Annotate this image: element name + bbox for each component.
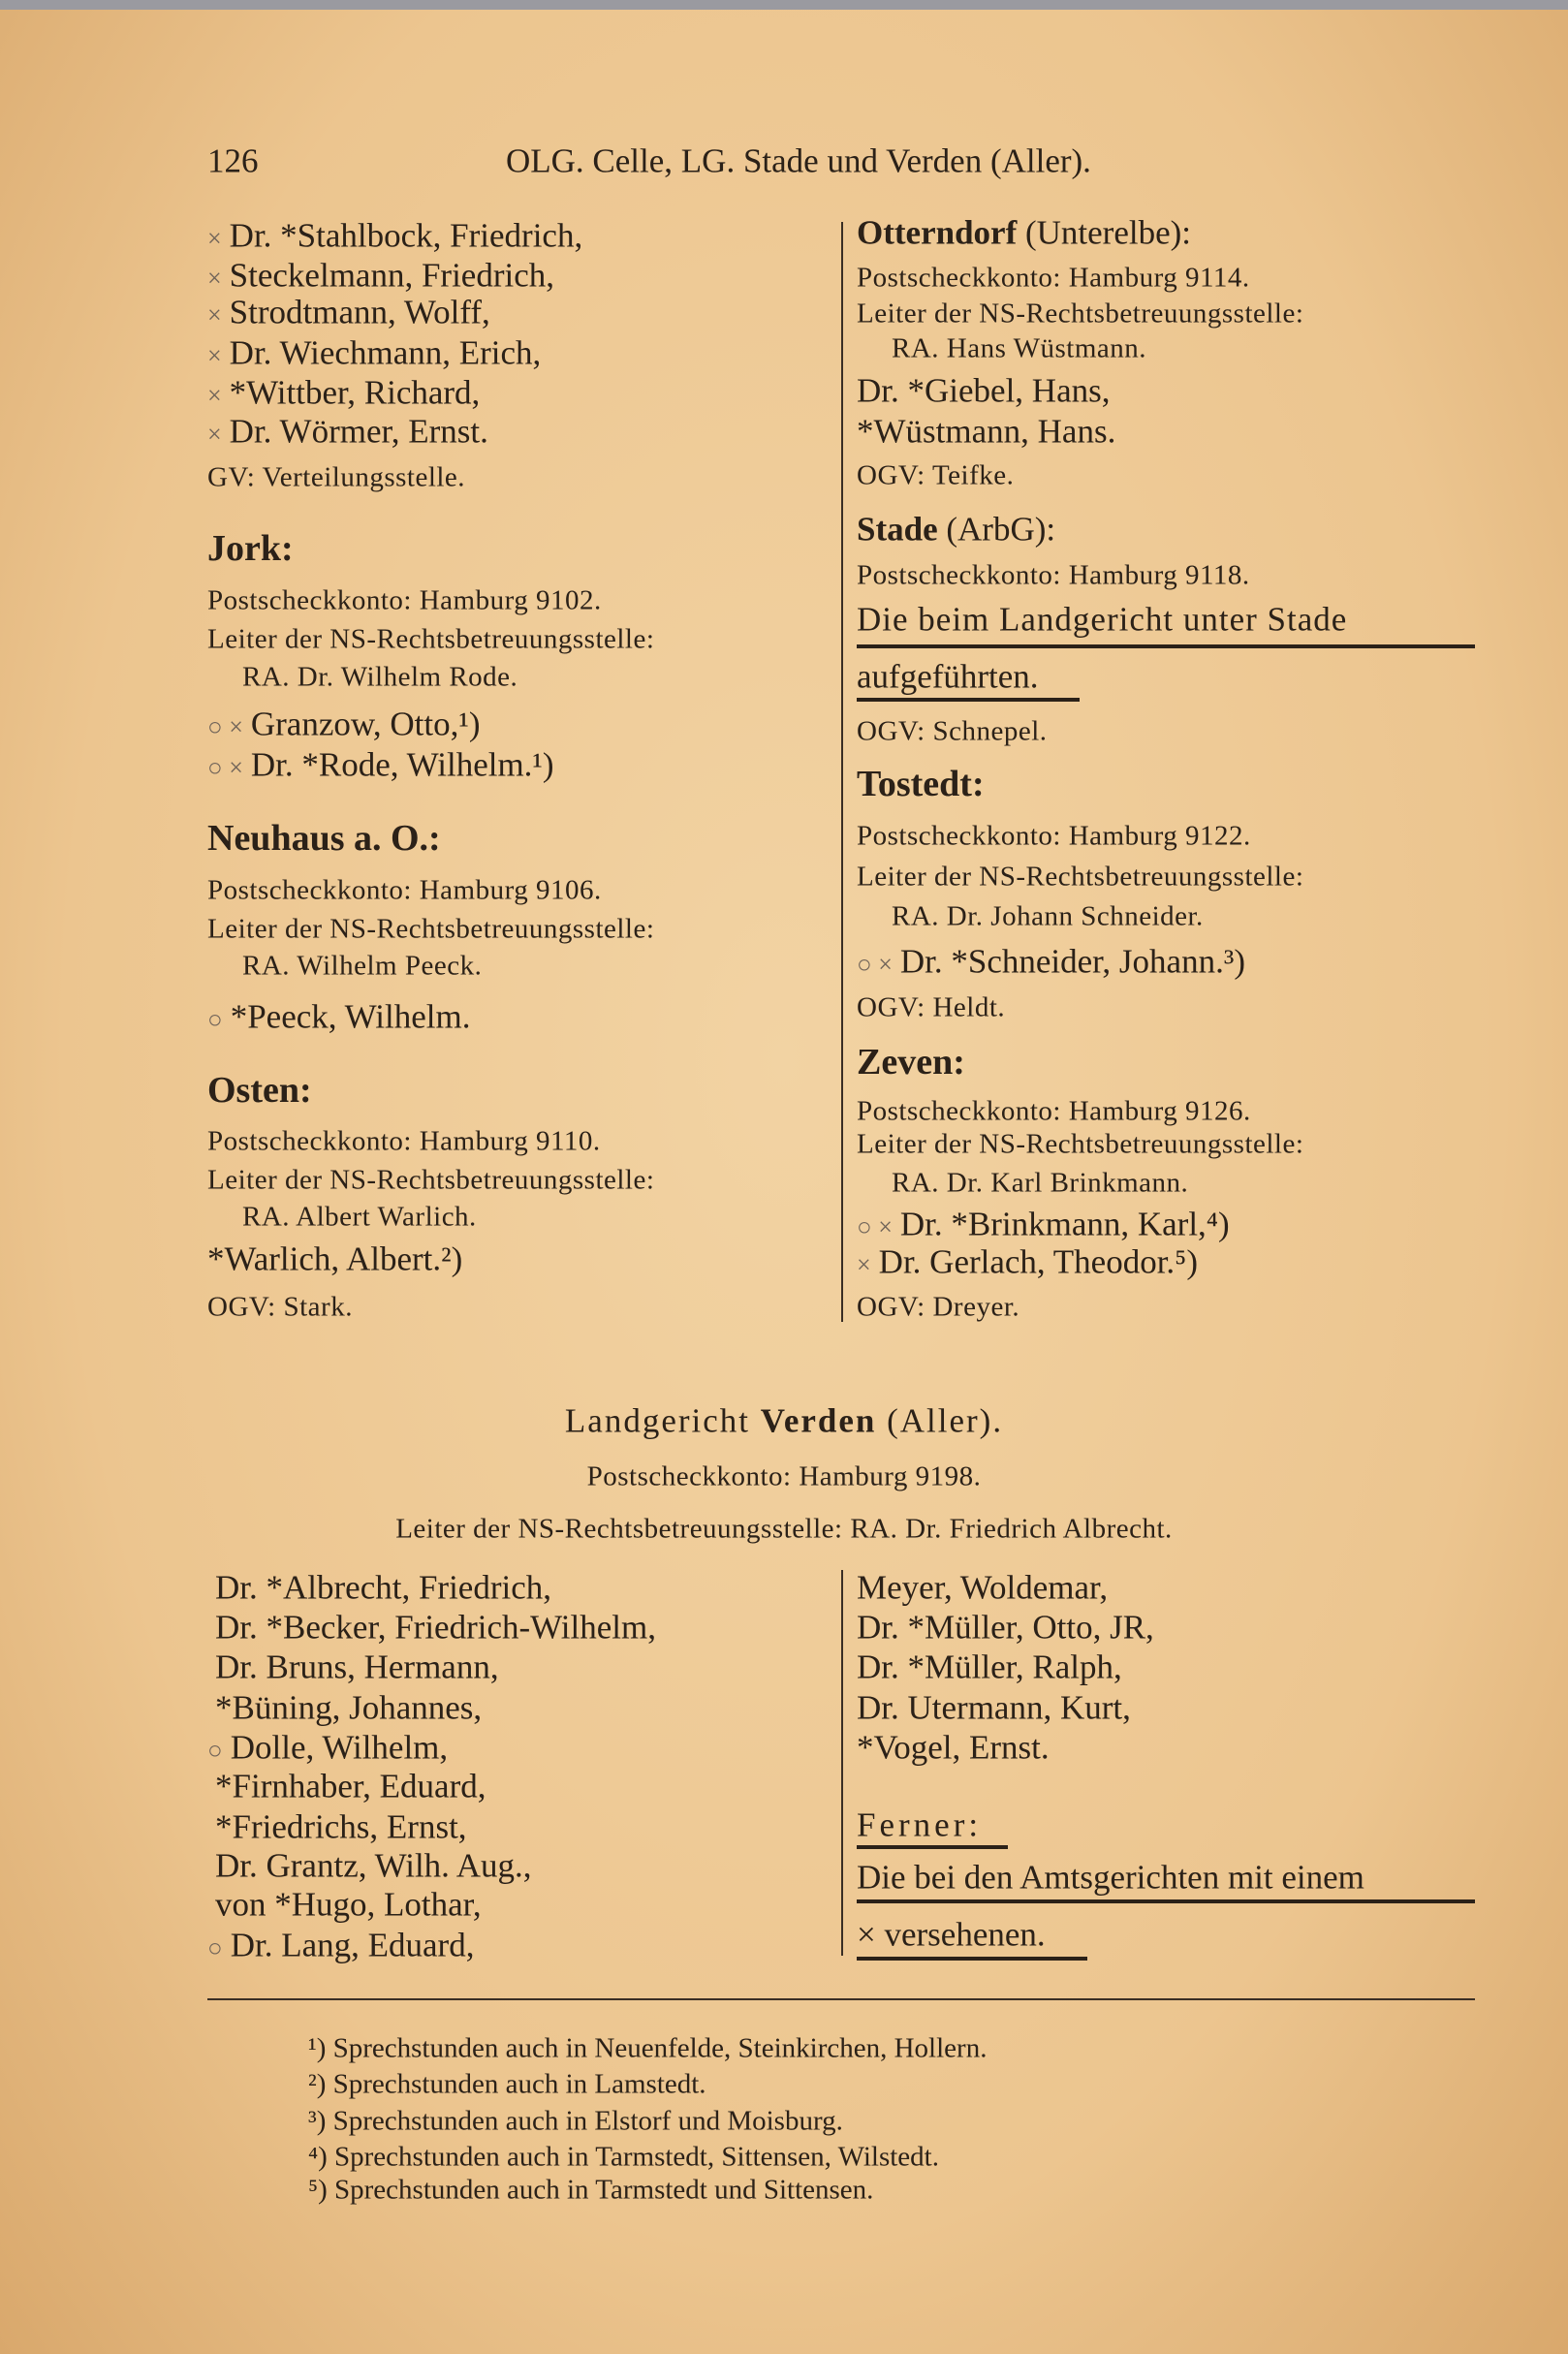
section-heading-stade: Stade (ArbG):	[857, 510, 1056, 549]
list-item: *Büning, Johannes,	[215, 1688, 483, 1727]
section-heading-jork: Jork:	[207, 528, 294, 569]
ferner-line1: Die bei den Amtsgerichten mit einem	[857, 1858, 1364, 1897]
list-item: Meyer, Woldemar,	[857, 1568, 1109, 1607]
leiter-name: RA. Dr. Karl Brinkmann.	[892, 1167, 1189, 1199]
leiter-label: Leiter der NS-Rechtsbetreuungsstelle:	[857, 861, 1304, 893]
list-item: × Dr. Wörmer, Ernst.	[207, 412, 488, 451]
section-heading-neuhaus: Neuhaus a. O.:	[207, 818, 441, 859]
ferner-label: Ferner:	[857, 1805, 983, 1844]
footnote: ³) Sprechstunden auch in Elstorf und Moisburg.	[308, 2105, 843, 2137]
leiter-label: Leiter der NS-Rechtsbetreuungsstelle:	[207, 1164, 655, 1196]
list-item: ○ *Peeck, Wilhelm.	[207, 997, 471, 1036]
postscheck: Postscheckkonto: Hamburg 9118.	[857, 559, 1250, 591]
underline	[857, 1899, 1475, 1903]
list-item: × Dr. Wiechmann, Erich,	[207, 333, 542, 372]
leiter-label: Leiter der NS-Rechtsbetreuungsstelle:	[207, 623, 655, 655]
list-item: Dr. *Giebel, Hans,	[857, 371, 1111, 410]
gv-note: GV: Verteilungsstelle.	[207, 461, 466, 493]
postscheck: Postscheckkonto: Hamburg 9122.	[857, 820, 1251, 852]
section-heading-zeven: Zeven:	[857, 1042, 965, 1083]
list-item: ○ × Dr. *Brinkmann, Karl,⁴)	[857, 1205, 1230, 1243]
ogv-note: OGV: Stark.	[207, 1291, 353, 1323]
list-item: *Friedrichs, Ernst,	[215, 1807, 467, 1846]
list-item: ○ × Dr. *Rode, Wilhelm.¹)	[207, 745, 554, 784]
leiter-name: RA. Wilhelm Peeck.	[242, 950, 483, 982]
scan-edge	[0, 0, 1568, 10]
leiter-label: Leiter der NS-Rechtsbetreuungsstelle:	[207, 913, 655, 945]
leiter-name: RA. Albert Warlich.	[242, 1201, 477, 1233]
ogv-note: OGV: Dreyer.	[857, 1291, 1020, 1323]
list-item: ○ × Granzow, Otto,¹)	[207, 705, 481, 743]
list-item: × Strodtmann, Wolff,	[207, 293, 490, 331]
list-item: × Steckelmann, Friedrich,	[207, 256, 554, 295]
list-item: ○ Dr. Lang, Eduard,	[207, 1926, 475, 1964]
footnote: ⁵) Sprechstunden auch in Tarmstedt und Sittensen.	[308, 2174, 874, 2206]
list-item: Dr. Grantz, Wilh. Aug.,	[215, 1846, 532, 1885]
leiter-name: RA. Dr. Johann Schneider.	[892, 900, 1204, 932]
underline	[857, 698, 1080, 702]
underline	[857, 1957, 1087, 1961]
ogv-note: OGV: Teifke.	[857, 459, 1015, 491]
list-item: Dr. Bruns, Hermann,	[215, 1648, 499, 1686]
list-item: Dr. *Müller, Ralph,	[857, 1648, 1122, 1686]
list-item: Dr. *Müller, Otto, JR,	[857, 1608, 1154, 1647]
column-divider	[841, 1570, 843, 1956]
leiter-label: Leiter der NS-Rechtsbetreuungsstelle:	[857, 1128, 1304, 1160]
footnote-divider	[207, 1998, 1475, 2000]
postscheck: Postscheckkonto: Hamburg 9106.	[207, 874, 602, 906]
section-heading-tostedt: Tostedt:	[857, 764, 985, 804]
list-item: von *Hugo, Lothar,	[215, 1885, 482, 1924]
list-item: *Wüstmann, Hans.	[857, 412, 1116, 451]
leiter-line: Leiter der NS-Rechtsbetreuungsstelle: RA. Dr. Friedrich Albrecht.	[395, 1513, 1173, 1545]
stade-note-line2: aufgeführten.	[857, 657, 1039, 696]
page-number: 126	[207, 141, 259, 180]
section-title-verden: Landgericht Verden (Aller).	[564, 1401, 1004, 1440]
section-heading-osten: Osten:	[207, 1070, 312, 1111]
list-item: ○ Dolle, Wilhelm,	[207, 1728, 449, 1767]
list-item: *Warlich, Albert.²)	[207, 1240, 463, 1278]
postscheck: Postscheckkonto: Hamburg 9198.	[586, 1460, 982, 1492]
list-item: *Vogel, Ernst.	[857, 1728, 1050, 1767]
stade-note-line1: Die beim Landgericht unter Stade	[857, 600, 1348, 639]
list-item: × *Wittber, Richard,	[207, 373, 481, 412]
leiter-label: Leiter der NS-Rechtsbetreuungsstelle:	[857, 298, 1304, 330]
list-item: Dr. *Albrecht, Friedrich,	[215, 1568, 551, 1607]
ferner-line2: × versehenen.	[857, 1915, 1046, 1954]
list-item: ○ × Dr. *Schneider, Johann.³)	[857, 942, 1245, 981]
footnote: ²) Sprechstunden auch in Lamstedt.	[308, 2068, 706, 2100]
underline	[857, 644, 1475, 648]
list-item: *Firnhaber, Eduard,	[215, 1767, 486, 1805]
list-item: × Dr. *Stahlbock, Friedrich,	[207, 216, 583, 255]
footnote: ⁴) Sprechstunden auch in Tarmstedt, Sittensen, Wilstedt.	[308, 2141, 939, 2173]
leiter-name: RA. Dr. Wilhelm Rode.	[242, 661, 518, 693]
leiter-name: RA. Hans Wüstmann.	[892, 332, 1147, 364]
ogv-note: OGV: Heldt.	[857, 991, 1006, 1023]
underline	[857, 1845, 1008, 1849]
list-item: Dr. Utermann, Kurt,	[857, 1688, 1131, 1727]
page-title: OLG. Celle, LG. Stade und Verden (Aller).	[506, 141, 1091, 180]
section-heading-otterndorf: Otterndorf (Unterelbe):	[857, 213, 1192, 252]
postscheck: Postscheckkonto: Hamburg 9110.	[207, 1125, 601, 1157]
list-item: Dr. *Becker, Friedrich-Wilhelm,	[215, 1608, 656, 1647]
footnote: ¹) Sprechstunden auch in Neuenfelde, Steinkirchen, Hollern.	[308, 2032, 988, 2064]
column-divider	[841, 222, 843, 1322]
postscheck: Postscheckkonto: Hamburg 9126.	[857, 1095, 1251, 1127]
postscheck: Postscheckkonto: Hamburg 9102.	[207, 584, 602, 616]
ogv-note: OGV: Schnepel.	[857, 715, 1048, 747]
list-item: × Dr. Gerlach, Theodor.⁵)	[857, 1242, 1199, 1281]
postscheck: Postscheckkonto: Hamburg 9114.	[857, 262, 1250, 294]
